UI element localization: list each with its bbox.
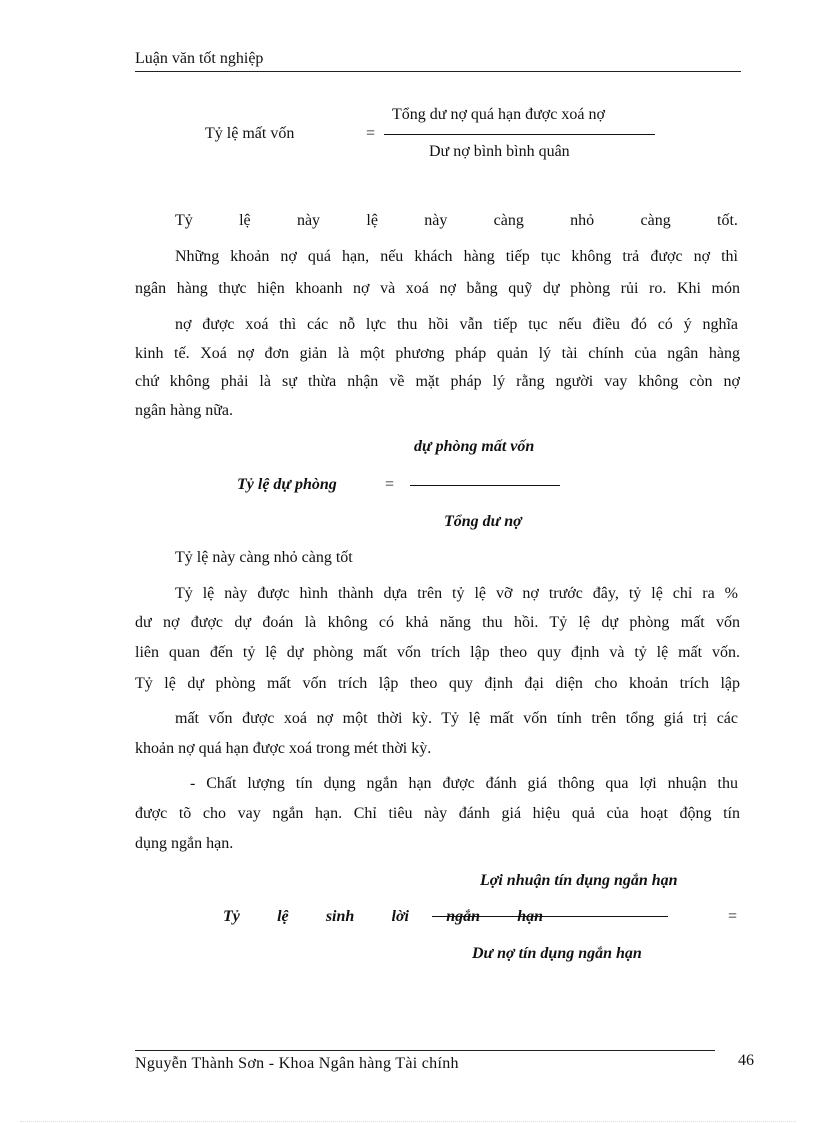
para1-word: nhỏ <box>570 212 595 229</box>
formula3-label-word: Tỷ <box>223 908 240 925</box>
para3-line: - Chất lượng tín dụng ngắn hạn được đánh giá thông qua lợi nhuận thu <box>190 775 738 792</box>
para1-word: lệ <box>366 212 378 229</box>
para2-line: dư nợ được dự đoán là không có khả năng thu hồi. Tỷ lệ dự phòng mất vốn <box>135 614 740 631</box>
footer-rule <box>135 1050 715 1051</box>
formula3-label-word: lệ <box>277 908 289 925</box>
formula2-numerator: dự phòng mất vốn <box>414 438 535 455</box>
formula2-denominator: Tổng dư nợ <box>444 513 522 530</box>
para3-line: dụng ngắn hạn. <box>135 835 234 852</box>
formula2-label: Tỷ lệ dự phòng <box>237 476 337 493</box>
para1-word: tốt. <box>717 212 738 229</box>
para1-word: lệ <box>239 212 251 229</box>
para3-line: được tõ cho vay ngắn hạn. Chỉ tiêu này đánh giá hiệu quả của hoạt động tín <box>135 805 740 822</box>
formula3-equals: = <box>728 908 738 925</box>
formula3-label-word: sinh <box>325 908 355 925</box>
para2-line: khoản nợ quá hạn được xoá trong mét thời kỳ. <box>135 740 432 757</box>
para2-line: liên quan đến tỷ lệ dự phòng mất vốn trích lập theo quy định và tỷ lệ mất vốn. <box>135 644 740 661</box>
para1-word: càng <box>640 212 671 229</box>
para1-line: ngân hàng nữa. <box>135 402 233 419</box>
para2-line: Tỷ lệ dự phòng mất vốn trích lập theo quy định đại diện cho khoản trích lập <box>135 675 740 692</box>
formula2-equals: = <box>385 476 395 493</box>
header-rule <box>135 71 741 72</box>
formula3-denominator: Dư nợ tín dụng ngắn hạn <box>472 945 642 962</box>
formula3-fraction-line <box>432 916 668 917</box>
header-title: Luận văn tốt nghiệp <box>135 50 264 67</box>
formula3-label-word: ngắn <box>446 908 480 925</box>
footer-author: Nguyễn Thành Sơn - Khoa Ngân hàng Tài chính <box>135 1055 459 1072</box>
para1-first-line <box>175 212 738 230</box>
para1-line: nợ được xoá thì các nỗ lực thu hồi vẫn tiếp tục nếu điều đó có ý nghĩa <box>175 316 738 333</box>
para2-line: mất vốn được xoá nợ một thời kỳ. Tỷ lệ mất vốn tính trên tổng giá trị các <box>175 710 738 727</box>
formula1-fraction-line <box>384 134 655 135</box>
formula1-equals: = <box>366 125 376 142</box>
formula3-label-word: lời <box>391 908 409 925</box>
para1-word: Tỷ <box>175 212 193 229</box>
formula1-label: Tỷ lệ mất vốn <box>205 125 295 142</box>
formula1-numerator: Tổng dư nợ quá hạn được xoá nợ <box>392 106 605 123</box>
formula3-label <box>223 908 543 926</box>
page-number: 46 <box>738 1052 754 1069</box>
formula2-fraction-line <box>410 485 560 486</box>
para1-word: này <box>424 212 448 229</box>
formula1-denominator: Dư nợ bình bình quân <box>429 143 570 160</box>
formula3-label-word: hạn <box>517 908 543 925</box>
formula3-numerator: Lợi nhuận tín dụng ngắn hạn <box>480 872 678 889</box>
para2-intro: Tỷ lệ này càng nhỏ càng tốt <box>175 549 353 566</box>
para1-line: kinh tế. Xoá nợ đơn giản là một phương pháp quản lý tài chính của ngân hàng <box>135 345 740 362</box>
para1-word: càng <box>493 212 524 229</box>
para1-word: này <box>296 212 321 229</box>
bottom-dotted-border <box>20 1121 796 1122</box>
para1-line: chứ không phải là sự thừa nhận về mặt pháp lý rằng người vay không còn nợ <box>135 373 740 390</box>
para2-line: Tỷ lệ này được hình thành dựa trên tỷ lệ vỡ nợ trước đây, tỷ lệ chỉ ra % <box>175 585 738 602</box>
para1-line: Những khoản nợ quá hạn, nếu khách hàng tiếp tục không trả được nợ thì <box>175 248 738 265</box>
para1-line: ngân hàng thực hiện khoanh nợ và xoá nợ bằng quỹ dự phòng rủi ro. Khi món <box>135 280 740 297</box>
